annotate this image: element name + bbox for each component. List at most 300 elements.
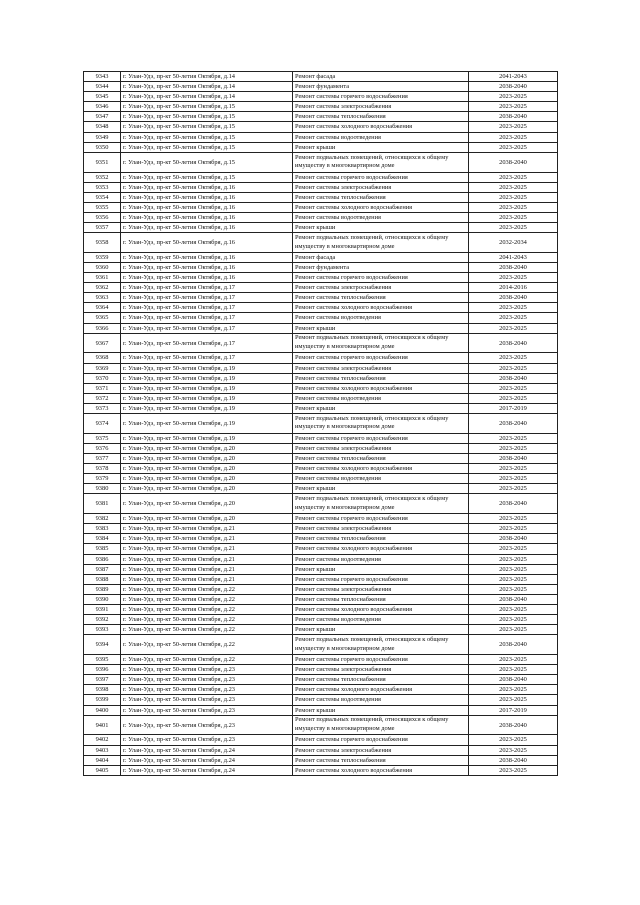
period-cell: 2038-2040 [469,152,558,172]
address-cell: г. Улан-Удэ, пр-кт 50-летия Октября, д.20 [121,484,293,494]
address-cell: г. Улан-Удэ, пр-кт 50-летия Октября, д.24 [121,745,293,755]
period-cell: 2023-2025 [469,655,558,665]
row-number: 9373 [84,403,121,413]
row-number: 9390 [84,594,121,604]
table-row [84,92,558,102]
address-cell: г. Улан-Удэ, пр-кт 50-летия Октября, д.16 [121,252,293,262]
address-cell: г. Улан-Удэ, пр-кт 50-летия Октября, д.15 [121,132,293,142]
address-cell: г. Улан-Удэ, пр-кт 50-летия Октября, д.20 [121,514,293,524]
row-number: 9352 [84,172,121,182]
period-cell: 2038-2040 [469,635,558,655]
table-row [84,554,558,564]
address-cell: г. Улан-Удэ, пр-кт 50-летия Октября, д.23 [121,675,293,685]
address-cell: г. Улан-Удэ, пр-кт 50-летия Октября, д.17 [121,283,293,293]
period-cell: 2023-2025 [469,303,558,313]
period-cell: 2038-2040 [469,454,558,464]
table-row [84,534,558,544]
row-number: 9357 [84,223,121,233]
table-row [84,373,558,383]
table-row [84,514,558,524]
period-cell: 2023-2025 [469,474,558,484]
work-type-cell: Ремонт крыши [293,142,469,152]
address-cell: г. Улан-Удэ, пр-кт 50-летия Октября, д.21 [121,574,293,584]
work-type-cell: Ремонт системы холодного водоснабжения [293,383,469,393]
period-cell: 2023-2025 [469,625,558,635]
address-cell: г. Улан-Удэ, пр-кт 50-летия Октября, д.17 [121,333,293,353]
row-number: 9402 [84,735,121,745]
address-cell: г. Улан-Удэ, пр-кт 50-летия Октября, д.23 [121,715,293,735]
table-row [84,584,558,594]
row-number: 9400 [84,705,121,715]
table-row [84,635,558,655]
table-row [84,192,558,202]
work-type-cell: Ремонт системы теплоснабжения [293,293,469,303]
address-cell: г. Улан-Удэ, пр-кт 50-летия Октября, д.22 [121,594,293,604]
work-type-cell: Ремонт системы электроснабжения [293,665,469,675]
row-number: 9386 [84,554,121,564]
work-type-cell: Ремонт системы горячего водоснабжения [293,353,469,363]
address-cell: г. Улан-Удэ, пр-кт 50-летия Октября, д.19 [121,373,293,383]
row-number: 9392 [84,615,121,625]
period-cell: 2023-2025 [469,574,558,584]
table-row [84,212,558,222]
period-cell: 2023-2025 [469,393,558,403]
work-type-cell: Ремонт подвальных помещений, относящихся к общему имуществу в многоквартирном доме [293,152,469,172]
table-row [84,715,558,735]
row-number: 9355 [84,202,121,212]
row-number: 9364 [84,303,121,313]
row-number: 9389 [84,584,121,594]
work-type-cell: Ремонт крыши [293,403,469,413]
period-cell: 2023-2025 [469,102,558,112]
address-cell: г. Улан-Удэ, пр-кт 50-летия Октября, д.19 [121,403,293,413]
work-type-cell: Ремонт подвальных помещений, относящихся к общему имуществу в многоквартирном доме [293,715,469,735]
period-cell: 2023-2025 [469,514,558,524]
address-cell: г. Улан-Удэ, пр-кт 50-летия Октября, д.15 [121,172,293,182]
work-type-cell: Ремонт системы горячего водоснабжения [293,655,469,665]
table-row [84,293,558,303]
row-number: 9403 [84,745,121,755]
document-page [83,71,557,776]
work-type-cell: Ремонт крыши [293,484,469,494]
row-number: 9384 [84,534,121,544]
period-cell: 2023-2025 [469,273,558,283]
work-type-cell: Ремонт системы водоотведения [293,212,469,222]
address-cell: г. Улан-Удэ, пр-кт 50-летия Октября, д.20 [121,443,293,453]
work-type-cell: Ремонт системы электроснабжения [293,584,469,594]
address-cell: г. Улан-Удэ, пр-кт 50-летия Октября, д.16 [121,212,293,222]
work-type-cell: Ремонт системы холодного водоснабжения [293,464,469,474]
work-type-cell: Ремонт фасада [293,72,469,82]
table-row [84,685,558,695]
work-type-cell: Ремонт системы теплоснабжения [293,454,469,464]
period-cell: 2023-2025 [469,132,558,142]
address-cell: г. Улан-Удэ, пр-кт 50-летия Октября, д.16 [121,223,293,233]
row-number: 9404 [84,755,121,765]
work-type-cell: Ремонт системы электроснабжения [293,182,469,192]
address-cell: г. Улан-Удэ, пр-кт 50-летия Октября, д.23 [121,705,293,715]
table-row [84,132,558,142]
address-cell: г. Улан-Удэ, пр-кт 50-летия Октября, д.16 [121,263,293,273]
address-cell: г. Улан-Удэ, пр-кт 50-летия Октября, д.19 [121,363,293,373]
row-number: 9374 [84,414,121,434]
table-row [84,574,558,584]
period-cell: 2023-2025 [469,313,558,323]
period-cell: 2023-2025 [469,765,558,775]
period-cell: 2038-2040 [469,263,558,273]
table-row [84,252,558,262]
address-cell: г. Улан-Удэ, пр-кт 50-летия Октября, д.20 [121,474,293,484]
address-cell: г. Улан-Удэ, пр-кт 50-летия Октября, д.19 [121,414,293,434]
work-type-cell: Ремонт фундамента [293,82,469,92]
address-cell: г. Улан-Удэ, пр-кт 50-летия Октября, д.23 [121,685,293,695]
work-type-cell: Ремонт фундамента [293,263,469,273]
table-row [84,353,558,363]
row-number: 9368 [84,353,121,363]
table-row [84,122,558,132]
address-cell: г. Улан-Удэ, пр-кт 50-летия Октября, д.19 [121,393,293,403]
row-number: 9365 [84,313,121,323]
work-type-cell: Ремонт системы электроснабжения [293,524,469,534]
period-cell: 2041-2043 [469,252,558,262]
period-cell: 2032-2034 [469,233,558,253]
row-number: 9388 [84,574,121,584]
work-type-cell: Ремонт системы водоотведения [293,132,469,142]
row-number: 9394 [84,635,121,655]
address-cell: г. Улан-Удэ, пр-кт 50-летия Октября, д.22 [121,625,293,635]
row-number: 9379 [84,474,121,484]
address-cell: г. Улан-Удэ, пр-кт 50-летия Октября, д.23 [121,735,293,745]
work-type-cell: Ремонт системы горячего водоснабжения [293,514,469,524]
row-number: 9376 [84,443,121,453]
table-row [84,625,558,635]
row-number: 9362 [84,283,121,293]
period-cell: 2023-2025 [469,182,558,192]
work-type-cell: Ремонт системы горячего водоснабжения [293,92,469,102]
table-row [84,474,558,484]
address-cell: г. Улан-Удэ, пр-кт 50-летия Октября, д.14 [121,72,293,82]
table-row [84,303,558,313]
row-number: 9371 [84,383,121,393]
address-cell: г. Улан-Удэ, пр-кт 50-летия Октября, д.22 [121,605,293,615]
address-cell: г. Улан-Удэ, пр-кт 50-летия Октября, д.21 [121,554,293,564]
period-cell: 2023-2025 [469,172,558,182]
address-cell: г. Улан-Удэ, пр-кт 50-летия Октября, д.16 [121,192,293,202]
row-number: 9359 [84,252,121,262]
table-row [84,172,558,182]
period-cell: 2023-2025 [469,383,558,393]
work-type-cell: Ремонт системы горячего водоснабжения [293,273,469,283]
table-row [84,755,558,765]
address-cell: г. Улан-Удэ, пр-кт 50-летия Октября, д.21 [121,564,293,574]
period-cell: 2023-2025 [469,353,558,363]
address-cell: г. Улан-Удэ, пр-кт 50-летия Октября, д.14 [121,92,293,102]
row-number: 9369 [84,363,121,373]
row-number: 9391 [84,605,121,615]
period-cell: 2038-2040 [469,82,558,92]
address-cell: г. Улан-Удэ, пр-кт 50-летия Октября, д.19 [121,433,293,443]
row-number: 9370 [84,373,121,383]
address-cell: г. Улан-Удэ, пр-кт 50-летия Октября, д.24 [121,765,293,775]
table-row [84,283,558,293]
address-cell: г. Улан-Удэ, пр-кт 50-летия Октября, д.23 [121,665,293,675]
table-row [84,433,558,443]
row-number: 9360 [84,263,121,273]
table-row [84,82,558,92]
row-number: 9350 [84,142,121,152]
table-row [84,735,558,745]
address-cell: г. Улан-Удэ, пр-кт 50-летия Октября, д.17 [121,313,293,323]
table-row [84,233,558,253]
table-row [84,383,558,393]
work-type-cell: Ремонт системы холодного водоснабжения [293,605,469,615]
table-row [84,313,558,323]
row-number: 9345 [84,92,121,102]
work-type-cell: Ремонт крыши [293,323,469,333]
address-cell: г. Улан-Удэ, пр-кт 50-летия Октября, д.15 [121,102,293,112]
address-cell: г. Улан-Удэ, пр-кт 50-летия Октября, д.16 [121,233,293,253]
row-number: 9346 [84,102,121,112]
period-cell: 2023-2025 [469,323,558,333]
period-cell: 2023-2025 [469,685,558,695]
address-cell: г. Улан-Удэ, пр-кт 50-летия Октября, д.19 [121,383,293,393]
table-row [84,745,558,755]
period-cell: 2017-2019 [469,403,558,413]
address-cell: г. Улан-Удэ, пр-кт 50-летия Октября, д.17 [121,293,293,303]
row-number: 9354 [84,192,121,202]
address-cell: г. Улан-Удэ, пр-кт 50-летия Октября, д.15 [121,152,293,172]
row-number: 9358 [84,233,121,253]
table-row [84,765,558,775]
work-type-cell: Ремонт подвальных помещений, относящихся к общему имуществу в многоквартирном доме [293,414,469,434]
period-cell: 2041-2043 [469,72,558,82]
work-type-cell: Ремонт системы горячего водоснабжения [293,172,469,182]
row-number: 9363 [84,293,121,303]
table-row [84,695,558,705]
table-row [84,454,558,464]
work-type-cell: Ремонт системы холодного водоснабжения [293,303,469,313]
period-cell: 2023-2025 [469,212,558,222]
work-type-cell: Ремонт системы теплоснабжения [293,112,469,122]
work-type-cell: Ремонт системы холодного водоснабжения [293,122,469,132]
address-cell: г. Улан-Удэ, пр-кт 50-летия Октября, д.14 [121,82,293,92]
address-cell: г. Улан-Удэ, пр-кт 50-летия Октября, д.21 [121,544,293,554]
period-cell: 2038-2040 [469,494,558,514]
row-number: 9344 [84,82,121,92]
address-cell: г. Улан-Удэ, пр-кт 50-летия Октября, д.16 [121,273,293,283]
row-number: 9366 [84,323,121,333]
table-row [84,484,558,494]
work-type-cell: Ремонт системы электроснабжения [293,102,469,112]
work-type-cell: Ремонт системы электроснабжения [293,745,469,755]
address-cell: г. Улан-Удэ, пр-кт 50-летия Октября, д.15 [121,142,293,152]
period-cell: 2038-2040 [469,755,558,765]
address-cell: г. Улан-Удэ, пр-кт 50-летия Октября, д.21 [121,524,293,534]
work-type-cell: Ремонт крыши [293,625,469,635]
row-number: 9375 [84,433,121,443]
table-row [84,494,558,514]
row-number: 9405 [84,765,121,775]
row-number: 9347 [84,112,121,122]
work-type-cell: Ремонт системы горячего водоснабжения [293,433,469,443]
row-number: 9356 [84,212,121,222]
table-row [84,202,558,212]
row-number: 9385 [84,544,121,554]
table-row [84,152,558,172]
table-row [84,605,558,615]
work-type-cell: Ремонт крыши [293,705,469,715]
work-type-cell: Ремонт подвальных помещений, относящихся к общему имуществу в многоквартирном доме [293,333,469,353]
work-type-cell: Ремонт системы горячего водоснабжения [293,735,469,745]
work-type-cell: Ремонт системы холодного водоснабжения [293,685,469,695]
work-type-cell: Ремонт системы водоотведения [293,393,469,403]
period-cell: 2038-2040 [469,414,558,434]
period-cell: 2038-2040 [469,594,558,604]
work-type-cell: Ремонт системы водоотведения [293,313,469,323]
row-number: 9383 [84,524,121,534]
period-cell: 2023-2025 [469,605,558,615]
period-cell: 2023-2025 [469,554,558,564]
table-row [84,363,558,373]
period-cell: 2023-2025 [469,524,558,534]
period-cell: 2023-2025 [469,735,558,745]
table-row [84,705,558,715]
period-cell: 2023-2025 [469,695,558,705]
period-cell: 2038-2040 [469,715,558,735]
period-cell: 2023-2025 [469,363,558,373]
work-type-cell: Ремонт системы электроснабжения [293,443,469,453]
table-row [84,615,558,625]
period-cell: 2017-2019 [469,705,558,715]
work-type-cell: Ремонт системы водоотведения [293,695,469,705]
period-cell: 2038-2040 [469,534,558,544]
address-cell: г. Улан-Удэ, пр-кт 50-летия Октября, д.20 [121,464,293,474]
work-type-cell: Ремонт системы теплоснабжения [293,373,469,383]
work-type-cell: Ремонт системы электроснабжения [293,283,469,293]
row-number: 9351 [84,152,121,172]
table-row [84,655,558,665]
period-cell: 2023-2025 [469,665,558,675]
table-row [84,323,558,333]
period-cell: 2023-2025 [469,192,558,202]
work-type-cell: Ремонт системы водоотведения [293,554,469,564]
table-row [84,665,558,675]
table-row [84,544,558,554]
work-type-cell: Ремонт крыши [293,564,469,574]
address-cell: г. Улан-Удэ, пр-кт 50-летия Октября, д.22 [121,635,293,655]
address-cell: г. Улан-Удэ, пр-кт 50-летия Октября, д.22 [121,584,293,594]
work-type-cell: Ремонт системы холодного водоснабжения [293,765,469,775]
table-row [84,564,558,574]
table-row [84,443,558,453]
table-row [84,273,558,283]
period-cell: 2023-2025 [469,584,558,594]
period-cell: 2023-2025 [469,122,558,132]
period-cell: 2023-2025 [469,464,558,474]
repair-schedule-table [83,71,558,776]
work-type-cell: Ремонт подвальных помещений, относящихся к общему имуществу в многоквартирном доме [293,494,469,514]
table-row [84,142,558,152]
work-type-cell: Ремонт системы теплоснабжения [293,534,469,544]
work-type-cell: Ремонт системы электроснабжения [293,363,469,373]
period-cell: 2038-2040 [469,293,558,303]
table-row [84,112,558,122]
work-type-cell: Ремонт системы теплоснабжения [293,594,469,604]
row-number: 9343 [84,72,121,82]
work-type-cell: Ремонт системы теплоснабжения [293,755,469,765]
address-cell: г. Улан-Удэ, пр-кт 50-летия Октября, д.15 [121,122,293,132]
table-row [84,333,558,353]
work-type-cell: Ремонт системы теплоснабжения [293,192,469,202]
address-cell: г. Улан-Удэ, пр-кт 50-летия Октября, д.23 [121,695,293,705]
table-row [84,393,558,403]
row-number: 9367 [84,333,121,353]
address-cell: г. Улан-Удэ, пр-кт 50-летия Октября, д.16 [121,202,293,212]
table-row [84,263,558,273]
work-type-cell: Ремонт подвальных помещений, относящихся к общему имуществу в многоквартирном доме [293,635,469,655]
row-number: 9349 [84,132,121,142]
row-number: 9387 [84,564,121,574]
period-cell: 2023-2025 [469,484,558,494]
work-type-cell: Ремонт фасада [293,252,469,262]
work-type-cell: Ремонт системы холодного водоснабжения [293,544,469,554]
table-row [84,414,558,434]
row-number: 9395 [84,655,121,665]
row-number: 9401 [84,715,121,735]
address-cell: г. Улан-Удэ, пр-кт 50-летия Октября, д.22 [121,615,293,625]
period-cell: 2023-2025 [469,564,558,574]
row-number: 9353 [84,182,121,192]
table-row [84,524,558,534]
period-cell: 2023-2025 [469,223,558,233]
row-number: 9372 [84,393,121,403]
row-number: 9399 [84,695,121,705]
period-cell: 2038-2040 [469,675,558,685]
table-row [84,594,558,604]
table-row [84,102,558,112]
period-cell: 2014-2016 [469,283,558,293]
row-number: 9382 [84,514,121,524]
row-number: 9377 [84,454,121,464]
row-number: 9380 [84,484,121,494]
row-number: 9398 [84,685,121,695]
address-cell: г. Улан-Удэ, пр-кт 50-летия Октября, д.21 [121,534,293,544]
table-row [84,675,558,685]
work-type-cell: Ремонт подвальных помещений, относящихся к общему имуществу в многоквартирном доме [293,233,469,253]
address-cell: г. Улан-Удэ, пр-кт 50-летия Октября, д.15 [121,112,293,122]
work-type-cell: Ремонт системы холодного водоснабжения [293,202,469,212]
table-body [84,72,558,776]
table-row [84,403,558,413]
period-cell: 2023-2025 [469,443,558,453]
period-cell: 2038-2040 [469,373,558,383]
work-type-cell: Ремонт системы горячего водоснабжения [293,574,469,584]
row-number: 9396 [84,665,121,675]
work-type-cell: Ремонт крыши [293,223,469,233]
period-cell: 2023-2025 [469,433,558,443]
table-row [84,464,558,474]
table-row [84,182,558,192]
period-cell: 2038-2040 [469,112,558,122]
period-cell: 2023-2025 [469,202,558,212]
table-row [84,72,558,82]
work-type-cell: Ремонт системы теплоснабжения [293,675,469,685]
row-number: 9348 [84,122,121,132]
row-number: 9397 [84,675,121,685]
address-cell: г. Улан-Удэ, пр-кт 50-летия Октября, д.24 [121,755,293,765]
row-number: 9378 [84,464,121,474]
row-number: 9393 [84,625,121,635]
